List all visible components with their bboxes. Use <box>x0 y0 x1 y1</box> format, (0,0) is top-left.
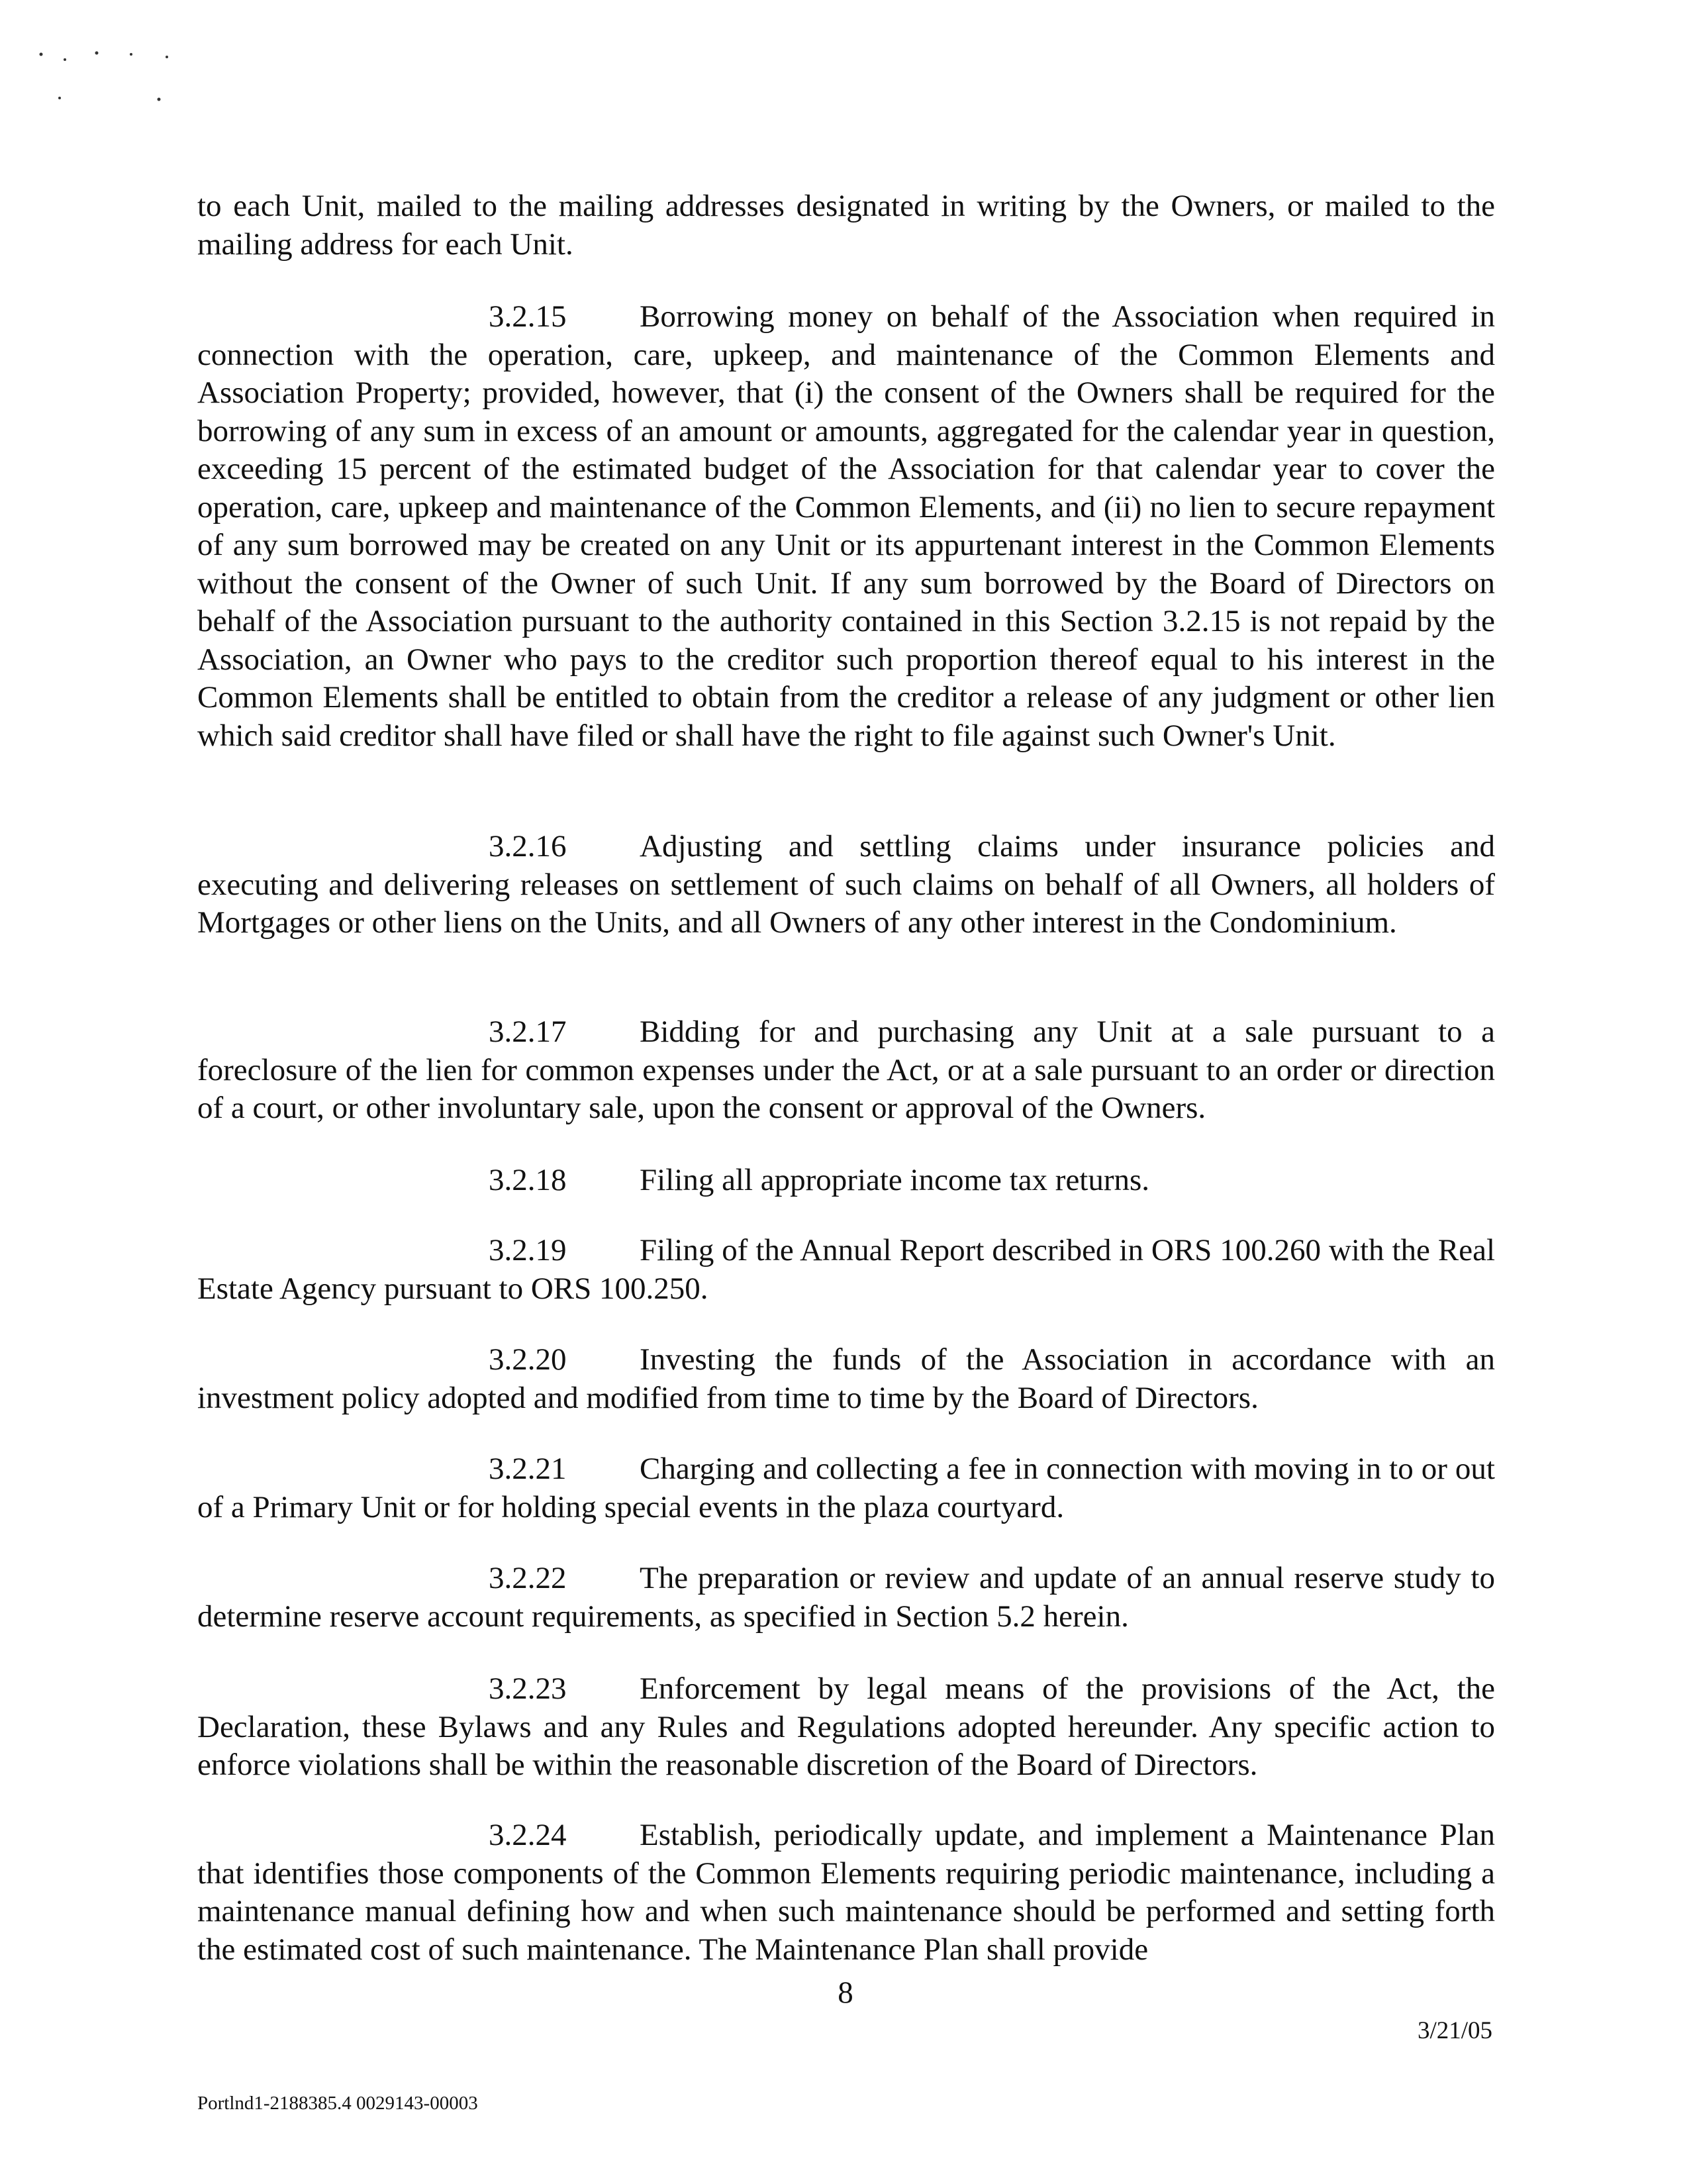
paragraph-3-2-19 <box>197 1232 1495 1308</box>
paragraph-3-2-22 <box>197 1560 1495 1636</box>
section-number: 3.2.20 <box>489 1342 567 1377</box>
page-number: 8 <box>838 1975 853 2010</box>
paragraph-3-2-16 <box>197 828 1495 942</box>
section-number: 3.2.15 <box>489 299 567 334</box>
paragraph-3-2-20 <box>197 1341 1495 1417</box>
paragraph-3-2-23 <box>197 1670 1495 1785</box>
section-number: 3.2.21 <box>489 1452 567 1486</box>
paragraph-text: Charging and collecting a fee in connection with moving in to or out of a Primary Unit or for holding special events in the plaza courtyard. <box>197 1452 1495 1524</box>
paragraph-text: Establish, periodically update, and implement a Maintenance Plan that identifies those components of the Common Elements requiring periodic maintenance, including a maintenance manual defining how and when such maintenance should be performed and setting forth the estimated cost of such maintenance. The Maintenance Plan shall provide <box>197 1818 1495 1967</box>
paragraph-text: Borrowing money on behalf of the Association when required in connection with the operation, care, upkeep, and maintenance of the Common Elements and Association Property; provided, however, that (i) the consent of the Owners shall be required for the borrowing of any sum in excess of an amount or amounts, aggregated for the calendar year in question, exceeding 15 percent of the estimated budget of the Association for that calendar year to cover the operation, care, upkeep and maintenance of the Common Elements, and (ii) no lien to secure repayment of any sum borrowed may be created on any Unit or its appurtenant interest in the Common Elements without the consent of the Owner of such Unit. If any sum borrowed by the Board of Directors on behalf of the Association pursuant to the authority contained in this Section 3.2.15 is not repaid by the Association, an Owner who pays to the creditor such proportion thereof equal to his interest in the Common Elements shall be entitled to obtain from the creditor a release of any judgment or other lien which said creditor shall have filed or shall have the right to file against such Owner's Unit. <box>197 299 1495 753</box>
section-number: 3.2.18 <box>489 1163 567 1197</box>
scan-specks <box>33 40 205 113</box>
section-number: 3.2.16 <box>489 829 567 864</box>
footer-date: 3/21/05 <box>1417 2017 1492 2044</box>
paragraph-3-2-17 <box>197 1013 1495 1128</box>
paragraph-text: Adjusting and settling claims under insurance policies and executing and delivering releases on settlement of such claims on behalf of all Owners, all holders of Mortgages or other liens on the Units, and all Owners of any other interest in the Condominium. <box>197 829 1495 940</box>
section-number: 3.2.22 <box>489 1561 567 1595</box>
section-number: 3.2.23 <box>489 1671 567 1706</box>
paragraph-text: to each Unit, mailed to the mailing addresses designated in writing by the Owners, or mailed to the mailing address for each Unit. <box>197 189 1495 262</box>
paragraph-text: Filing of the Annual Report described in ORS 100.260 with the Real Estate Agency pursuant to ORS 100.250. <box>197 1233 1495 1306</box>
paragraph-3-2-18 <box>197 1162 1691 1200</box>
paragraph-3-2-24 <box>197 1816 1495 1969</box>
paragraph-3-2-15 <box>197 298 1495 755</box>
section-number: 3.2.19 <box>489 1233 567 1267</box>
paragraph-text: Bidding for and purchasing any Unit at a sale pursuant to a foreclosure of the lien for common expenses under the Act, or at a sale pursuant to an order or direction of a court, or other involuntary sale, upon the consent or approval of the Owners. <box>197 1015 1495 1125</box>
document-id: Portlnd1-2188385.4 0029143-00003 <box>197 2093 478 2114</box>
section-number: 3.2.17 <box>489 1015 567 1049</box>
paragraph-text: Investing the funds of the Association in accordance with an investment policy adopted and modified from time to time by the Board of Directors. <box>197 1342 1495 1415</box>
paragraph-text: Enforcement by legal means of the provisions of the Act, the Declaration, these Bylaws and any Rules and Regulations adopted hereunder. Any specific action to enforce violations shall be within the reasonable discretion of the Board of Directors. <box>197 1671 1495 1782</box>
paragraph-3-2-21 <box>197 1450 1495 1526</box>
section-number: 3.2.24 <box>489 1818 567 1852</box>
paragraph-text: Filing all appropriate income tax returns. <box>640 1163 1150 1197</box>
paragraph-text: The preparation or review and update of an annual reserve study to determine reserve account requirements, as specified in Section 5.2 herein. <box>197 1561 1495 1634</box>
paragraph-continuation <box>197 187 1495 264</box>
